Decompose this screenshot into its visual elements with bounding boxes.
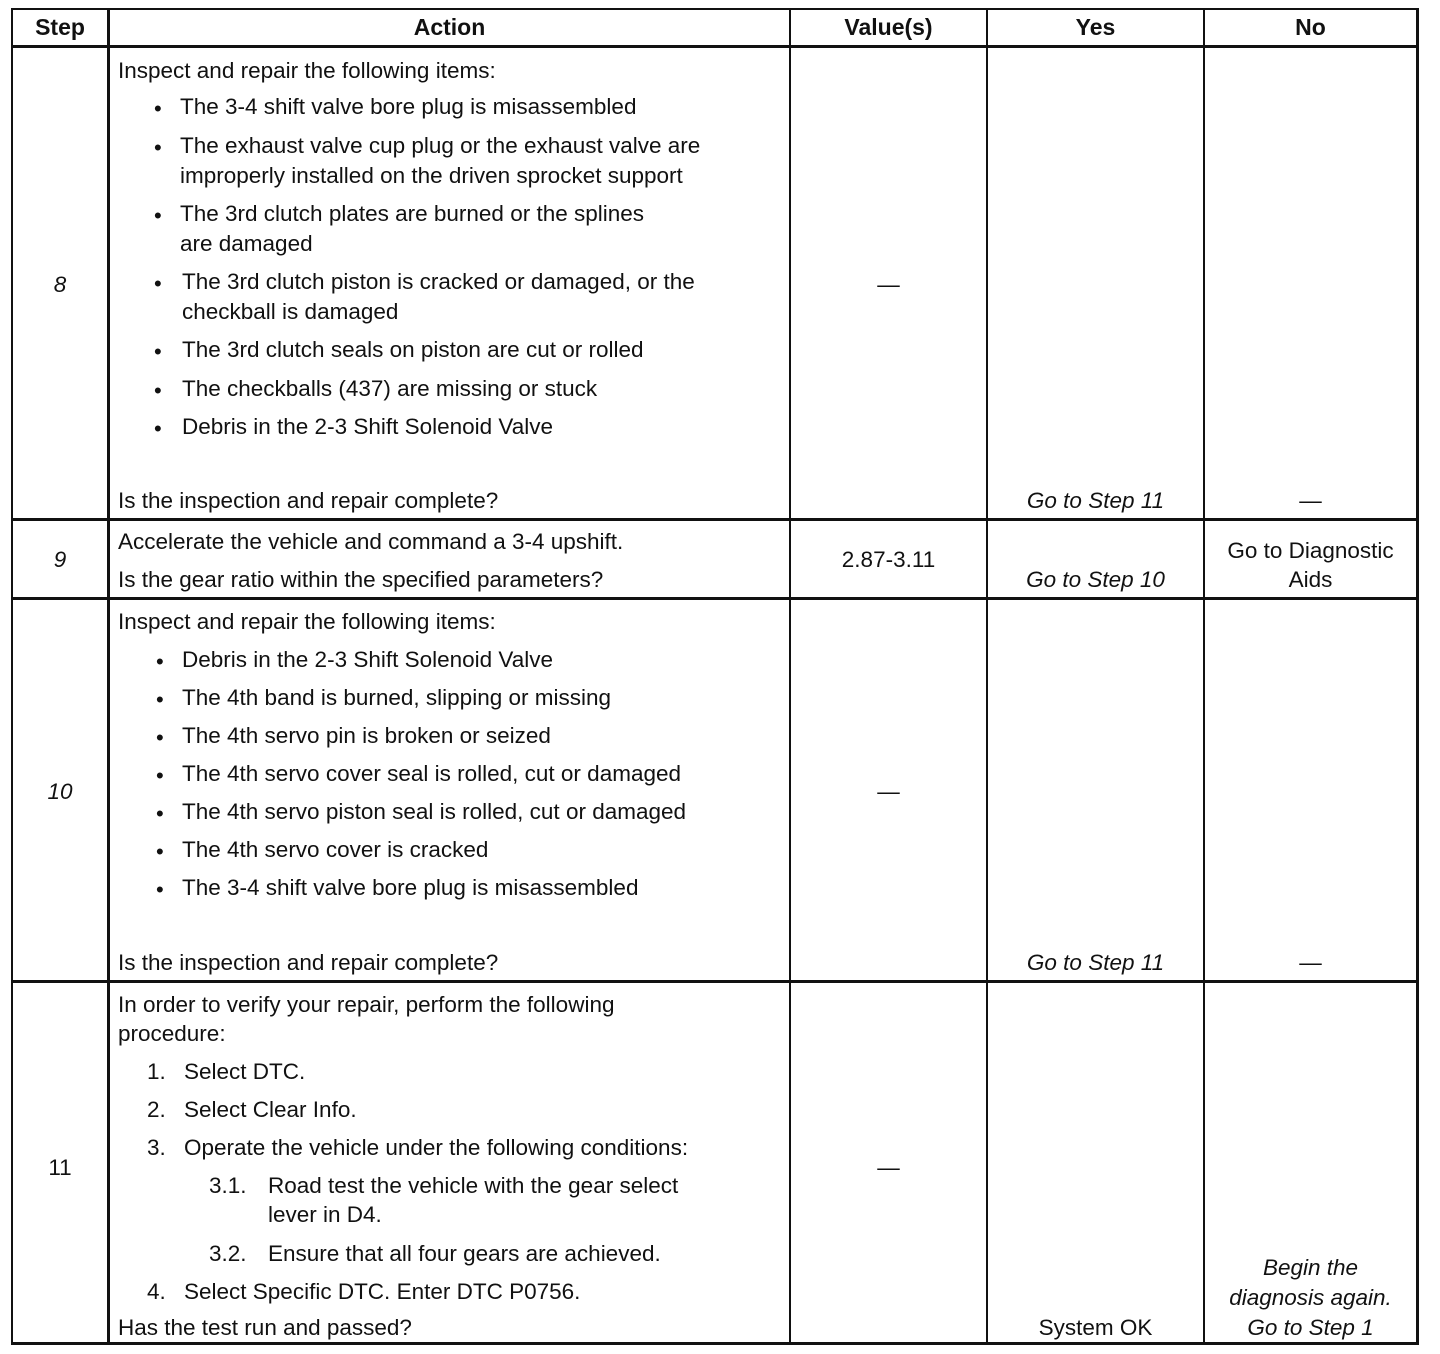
- table-border-right: [1416, 8, 1419, 1345]
- action-question: Has the test run and passed?: [118, 1315, 412, 1340]
- no-cell: —: [1299, 950, 1322, 975]
- list-item: The checkballs (437) are missing or stuck: [182, 376, 598, 401]
- procedure-step-number: 2.: [147, 1097, 166, 1122]
- procedure-step-number: 1.: [147, 1059, 166, 1084]
- procedure-substep-number: 3.1.: [209, 1173, 247, 1198]
- no-cell-continued: diagnosis again.: [1229, 1285, 1392, 1310]
- value-cell: —: [877, 1155, 900, 1180]
- list-item: The 3-4 shift valve bore plug is misassembled: [180, 94, 637, 119]
- header-no: No: [1295, 14, 1326, 40]
- list-item-continued: checkball is damaged: [182, 299, 399, 324]
- column-divider: [986, 8, 988, 1345]
- procedure-substep: Ensure that all four gears are achieved.: [268, 1241, 661, 1266]
- bullet-icon: •: [154, 135, 162, 160]
- row-divider: [11, 518, 1419, 521]
- bullet-icon: •: [156, 801, 164, 826]
- no-cell: Go to Diagnostic: [1227, 538, 1394, 563]
- value-cell: 2.87-3.11: [841, 547, 936, 572]
- action-question: Is the gear ratio within the specified parameters?: [118, 567, 604, 592]
- bullet-icon: •: [154, 96, 162, 121]
- bullet-icon: •: [154, 271, 162, 296]
- table-border-left: [11, 8, 13, 1345]
- row-divider: [11, 597, 1419, 600]
- list-item: Debris in the 2-3 Shift Solenoid Valve: [182, 647, 554, 672]
- yes-cell: System OK: [1038, 1315, 1153, 1340]
- procedure-step-number: 4.: [147, 1279, 166, 1304]
- no-cell: —: [1299, 488, 1322, 513]
- header-step: Step: [35, 14, 85, 40]
- bullet-icon: •: [156, 763, 164, 788]
- value-cell: —: [877, 272, 900, 297]
- list-item: Debris in the 2-3 Shift Solenoid Valve: [182, 414, 554, 439]
- action-intro: Inspect and repair the following items:: [118, 609, 496, 634]
- list-item: The 3rd clutch piston is cracked or damaged, or the: [182, 269, 695, 294]
- list-item: The 4th servo pin is broken or seized: [182, 723, 551, 748]
- no-cell: Begin the: [1262, 1255, 1359, 1280]
- table-border-bottom: [11, 1342, 1419, 1345]
- action-question: Is the inspection and repair complete?: [118, 950, 499, 975]
- procedure-step: Operate the vehicle under the following conditions:: [184, 1135, 689, 1160]
- bullet-icon: •: [156, 687, 164, 712]
- step-number: 11: [48, 1155, 72, 1180]
- table-border-top: [11, 8, 1419, 10]
- diagnostic-table: [11, 8, 1419, 1345]
- list-item: The 4th band is burned, slipping or missing: [182, 685, 611, 710]
- action-text: Accelerate the vehicle and command a 3-4 upshift.: [118, 529, 624, 554]
- procedure-substep-continued: lever in D4.: [268, 1202, 382, 1227]
- bullet-icon: •: [156, 725, 164, 750]
- row-divider: [11, 980, 1419, 983]
- procedure-step: Select Clear Info.: [184, 1097, 357, 1122]
- bullet-icon: •: [154, 339, 162, 364]
- procedure-substep: Road test the vehicle with the gear select: [268, 1173, 679, 1198]
- column-divider: [789, 8, 791, 1345]
- action-intro: Inspect and repair the following items:: [118, 58, 496, 83]
- bullet-icon: •: [156, 877, 164, 902]
- bullet-icon: •: [156, 839, 164, 864]
- list-item: The 3rd clutch seals on piston are cut or rolled: [182, 337, 644, 362]
- list-item: The 4th servo cover seal is rolled, cut or damaged: [182, 761, 681, 786]
- no-cell-continued: Aids: [1288, 567, 1333, 592]
- list-item-continued: are damaged: [180, 231, 313, 256]
- yes-cell: Go to Step 11: [1026, 488, 1165, 513]
- column-divider: [1203, 8, 1205, 1345]
- bullet-icon: •: [154, 416, 162, 441]
- step-number: 10: [47, 779, 73, 804]
- step-number: 8: [53, 272, 67, 297]
- bullet-icon: •: [154, 203, 162, 228]
- list-item: The 3rd clutch plates are burned or the splines: [180, 201, 645, 226]
- action-question: Is the inspection and repair complete?: [118, 488, 499, 513]
- bullet-icon: •: [154, 378, 162, 403]
- action-intro-continued: procedure:: [118, 1021, 226, 1046]
- procedure-substep-number: 3.2.: [209, 1241, 247, 1266]
- procedure-step: Select Specific DTC. Enter DTC P0756.: [184, 1279, 581, 1304]
- column-divider: [107, 8, 110, 1345]
- list-item: The 4th servo piston seal is rolled, cut or damaged: [182, 799, 687, 824]
- procedure-step: Select DTC.: [184, 1059, 306, 1084]
- header-yes: Yes: [1075, 14, 1116, 40]
- header-divider: [11, 45, 1419, 48]
- no-cell-continued: Go to Step 1: [1247, 1315, 1374, 1340]
- header-values: Value(s): [844, 14, 933, 40]
- value-cell: —: [877, 779, 900, 804]
- step-number: 9: [53, 547, 67, 572]
- list-item: The exhaust valve cup plug or the exhaust valve are: [180, 133, 701, 158]
- procedure-step-number: 3.: [147, 1135, 166, 1160]
- yes-cell: Go to Step 10: [1026, 567, 1165, 592]
- yes-cell: Go to Step 11: [1026, 950, 1165, 975]
- list-item: The 3-4 shift valve bore plug is misassembled: [182, 875, 639, 900]
- list-item: The 4th servo cover is cracked: [182, 837, 489, 862]
- bullet-icon: •: [156, 649, 164, 674]
- action-intro: In order to verify your repair, perform the following: [118, 992, 615, 1017]
- list-item-continued: improperly installed on the driven sprocket support: [180, 163, 683, 188]
- header-action: Action: [413, 14, 486, 40]
